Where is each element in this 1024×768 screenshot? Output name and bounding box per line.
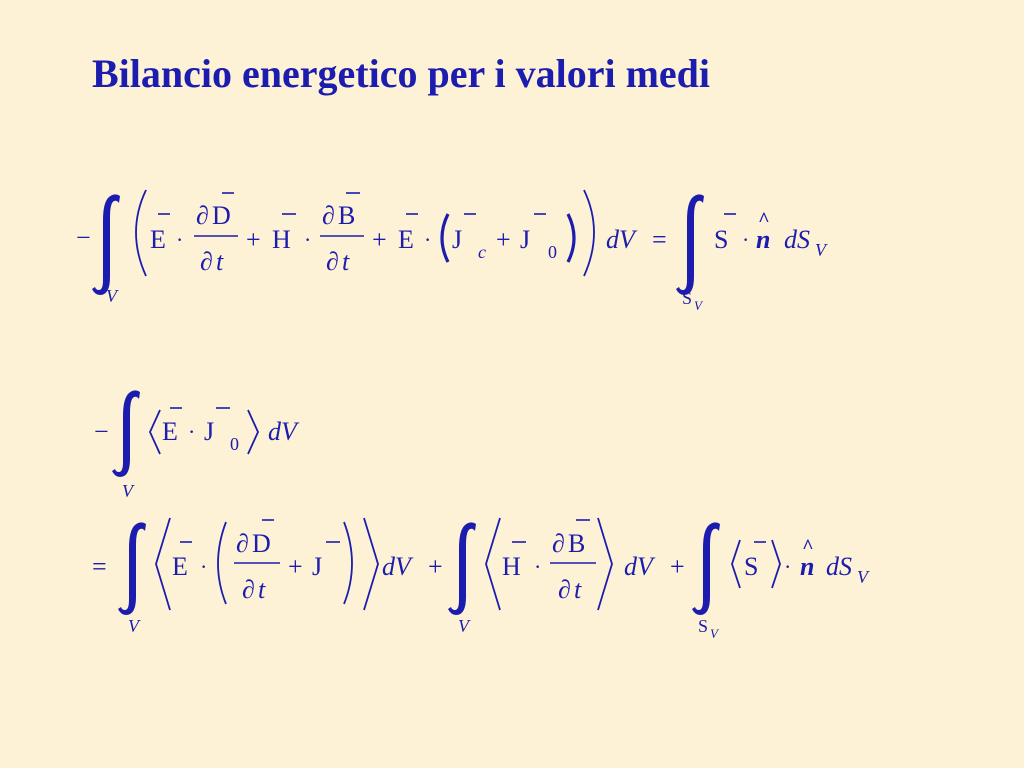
eq3-plus-2: +: [428, 552, 443, 581]
eq3-D: D: [252, 529, 271, 558]
eq1-dot-4: ·: [742, 227, 750, 252]
eq1-t-2: t: [342, 247, 350, 276]
eq2-E: E: [162, 417, 178, 446]
eq3-n: n: [800, 552, 815, 581]
eq1-sub-0: 0: [548, 242, 557, 262]
eq3-partial-1: ∂: [236, 529, 249, 558]
eq3-angle-right-2: [598, 518, 612, 610]
eq3-integral-3-lower-S: S: [698, 616, 709, 636]
eq3-partial-4: ∂: [558, 575, 571, 604]
eq3-partial-3: ∂: [552, 529, 565, 558]
eq3-B: B: [568, 529, 586, 558]
eq1-dS: dS: [784, 225, 810, 254]
eq2-dot: ·: [188, 419, 196, 444]
eq2-angle-left: [150, 410, 160, 454]
eq2-integral-sign: [112, 390, 140, 477]
eq3-integral-1-lower: V: [128, 616, 139, 636]
eq1-Jc: J: [452, 225, 463, 254]
eq3-dot-3: ·: [784, 554, 792, 579]
eq2-dV: dV: [268, 417, 297, 446]
eq1-dS-sub-V: V: [815, 240, 826, 260]
eq3-integral-2-lower: V: [458, 616, 469, 636]
eq3-paren-left: [218, 522, 226, 604]
eq1-D: D: [212, 201, 231, 230]
eq1-dot-2: ·: [304, 227, 312, 252]
eq1-sub-c: c: [478, 242, 486, 262]
eq1-dot-1: ·: [176, 227, 184, 252]
eq1-big-left-paren: [136, 190, 146, 276]
eq3-J: J: [312, 552, 323, 581]
eq3-dS: dS: [826, 552, 852, 581]
eq1-S: S: [714, 225, 729, 254]
eq1-J0: J: [520, 225, 531, 254]
eq3-paren-right: [344, 522, 352, 604]
eq1-H: H: [272, 225, 291, 254]
eq2-minus: −: [94, 417, 109, 446]
eq3-t-1: t: [258, 575, 266, 604]
eq1-n-hat: ^: [758, 209, 770, 231]
eq1-paren-left: [442, 214, 448, 262]
eq3-plus-3: +: [670, 552, 685, 581]
eq1-plus-2: +: [372, 225, 387, 254]
eq3-angle-left-1: [156, 518, 170, 610]
equation-3: [92, 518, 870, 641]
eq3-t-2: t: [574, 575, 582, 604]
eq3-angle-left-2: [486, 518, 500, 610]
eq2-integral-lower-limit: V: [122, 481, 133, 501]
eq1-t-1: t: [216, 247, 224, 276]
eq3-integral-2: [448, 522, 476, 615]
eq1-plus-3: +: [496, 225, 511, 254]
eq1-rhs-lower-V: V: [694, 298, 702, 313]
eq3-integral-1: [118, 522, 146, 615]
eq3-plus-1: +: [288, 552, 303, 581]
eq2-J: J: [204, 417, 215, 446]
eq3-S: S: [744, 552, 759, 581]
eq3-integral-3-lower-V: V: [710, 626, 718, 641]
eq1-paren-right: [568, 214, 574, 262]
eq1-partial-1: ∂: [196, 201, 209, 230]
eq1-big-right-paren: [584, 190, 594, 276]
eq3-dV-2: dV: [624, 552, 653, 581]
equation-2: [94, 390, 300, 501]
eq1-partial-4: ∂: [326, 247, 339, 276]
eq1-rhs-lower-S: S: [682, 288, 693, 308]
eq1-partial-2: ∂: [200, 247, 213, 276]
eq1-integral-sign: [92, 194, 120, 295]
eq1-rhs-integral-sign: [676, 194, 704, 295]
eq1-B: B: [338, 201, 356, 230]
eq3-n-hat: ^: [802, 536, 814, 558]
eq3-integral-3: [692, 522, 720, 615]
eq3-E: E: [172, 552, 188, 581]
eq3-angle-left-3: [732, 540, 740, 588]
eq1-partial-3: ∂: [322, 201, 335, 230]
eq3-dot-1: ·: [200, 554, 208, 579]
eq1-minus: −: [76, 223, 91, 252]
equation-1: [76, 190, 828, 313]
eq1-dV: dV: [606, 225, 635, 254]
slide-title: Bilancio energetico per i valori medi: [92, 51, 711, 96]
eq2-sub-0: 0: [230, 434, 239, 454]
eq1-integral-lower-limit: V: [106, 286, 117, 306]
eq3-angle-right-3: [772, 540, 780, 588]
eq1-E: E: [150, 225, 166, 254]
eq3-partial-2: ∂: [242, 575, 255, 604]
eq3-dot-2: ·: [534, 554, 542, 579]
eq3-H: H: [502, 552, 521, 581]
eq3-angle-right-1: [364, 518, 378, 610]
eq2-angle-right: [248, 410, 258, 454]
eq3-dS-sub-V: V: [857, 567, 868, 587]
eq1-dot-3: ·: [424, 227, 432, 252]
eq3-equals: =: [92, 552, 107, 581]
eq1-plus-1: +: [246, 225, 261, 254]
eq1-equals: =: [652, 225, 667, 254]
eq1-n: n: [756, 225, 771, 254]
eq3-dV-1: dV: [382, 552, 411, 581]
eq1-E-2: E: [398, 225, 414, 254]
